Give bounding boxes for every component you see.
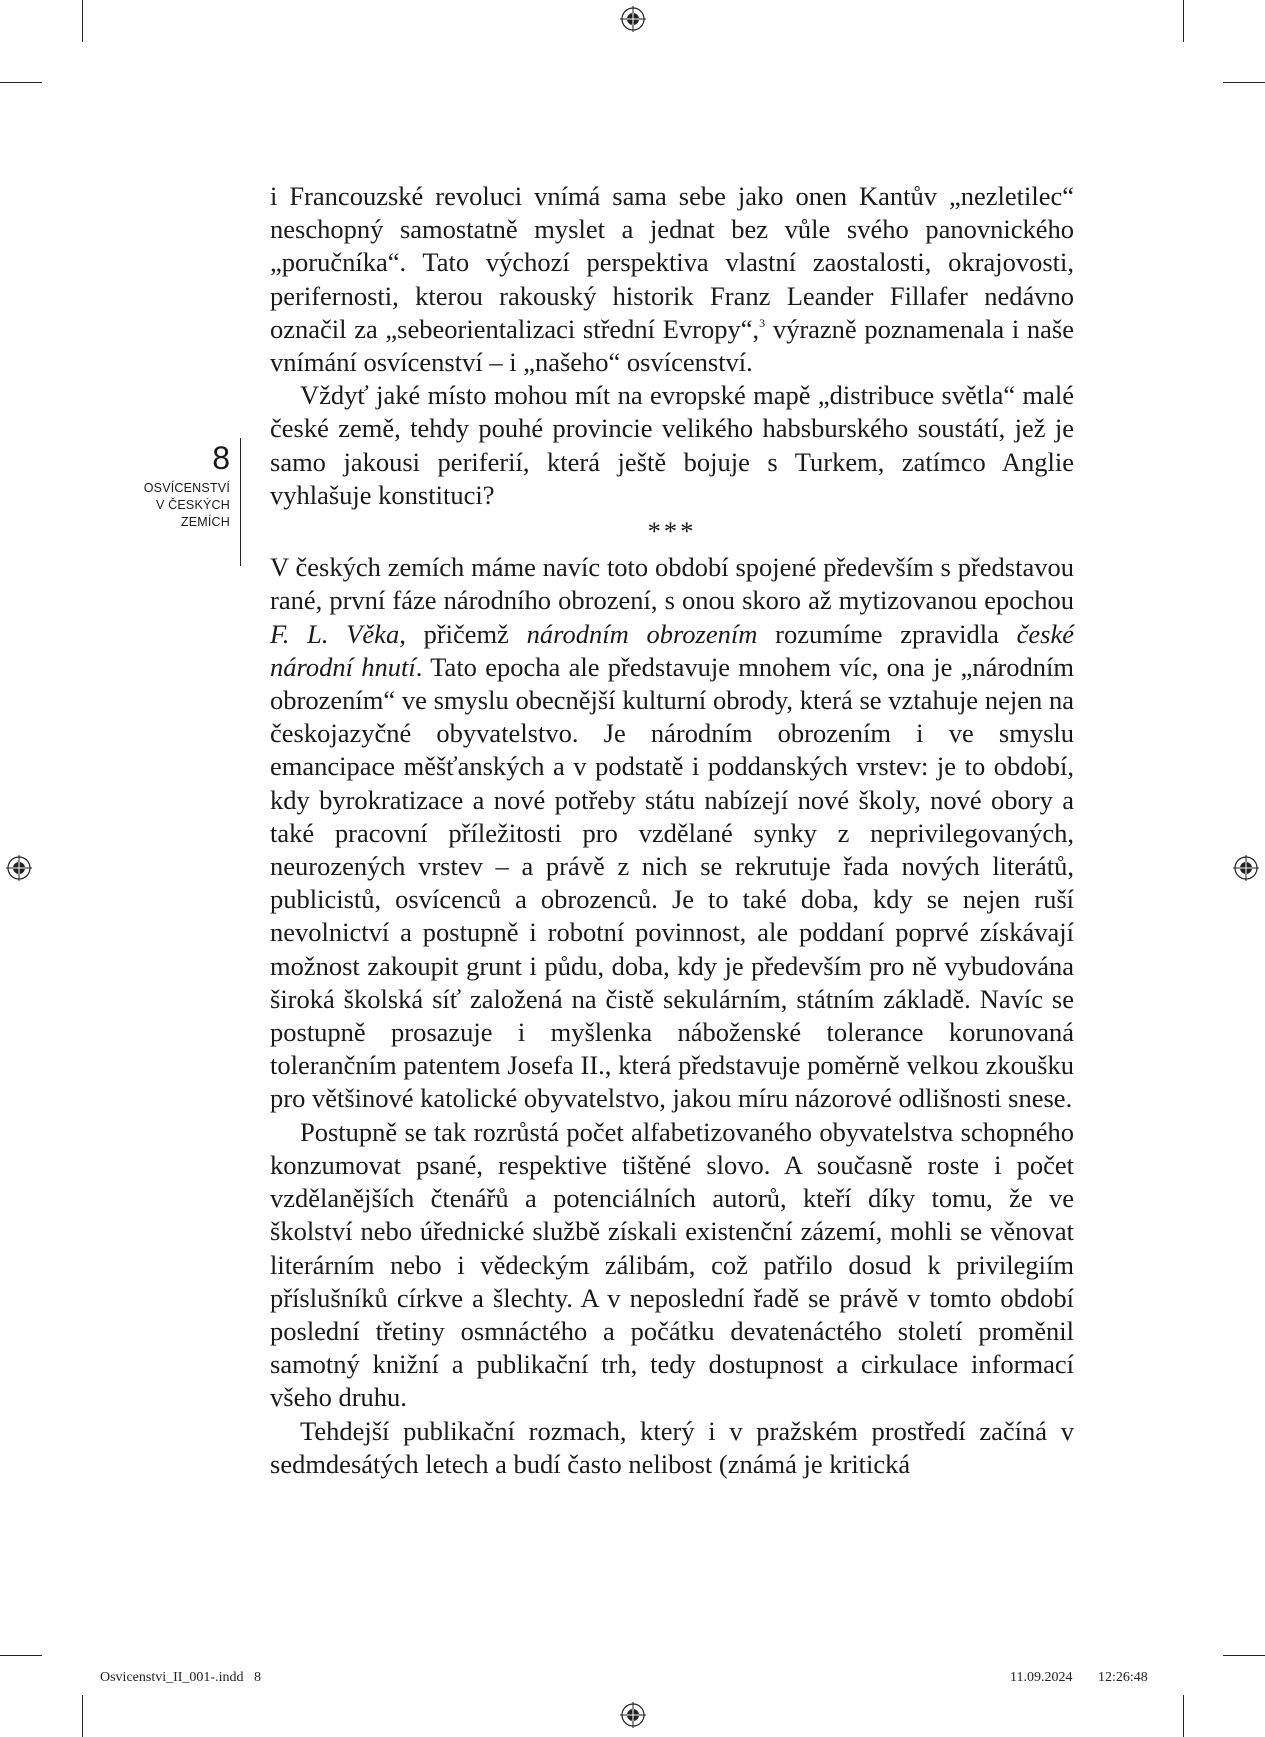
crop-mark-right-bottom xyxy=(1223,1655,1265,1656)
paragraph: i Francouzské revoluci vnímá sama sebe jako onen Kantův „nezletilec“ neschopný samostatně myslet a jednat bez vůle svého panovnického „poručníka“. Tato výchozí perspektiva vlastní zaostalosti, okrajovosti, perifernosti, kterou rakouský historik Franz Leander Fillafer nedávno označil za „sebeorientalizaci střední Evropy“,$^3$ výrazně poznamenala i naše vnímání osvícenství – i „našeho“ osvícenství. xyxy=(270,181,1074,378)
registration-mark-icon xyxy=(620,1702,646,1728)
slug-time: 12:26:48 xyxy=(1098,1670,1148,1685)
section-break: *** xyxy=(647,516,697,547)
paragraph: V českých zemích máme navíc toto období spojené především s představou rané, první fáze národního obrození, s onou skoro až mytizovanou epochou F. L. Věka, přičemž národním obrozením rozumíme zpravidla české národní hnutí. Tato epocha ale představuje mnohem víc, ona je „národním obrozením“ ve smyslu obecnější kulturní obrody, která se vztahuje nejen na českojazyčné obyvatelstvo. Je národním obrozením i ve smyslu emancipace měšťanských a v podstatě i poddanských vrstev: je to období, kdy byrokratizace a nové potřeby státu nabízejí nové školy, nové obory a také pracovní příležitosti pro vzdělané synky z neprivilegovaných, neurozených vrstev – a právě z nich se rekrutuje řada nových literátů, publicistů, osvícenců a obrozenců. Je to také doba, kdy se nejen ruší nevolnictví a postupně i robotní povinnost, ale poddaní poprvé získávají možnost zakoupit grunt i půdu, doba, kdy je především pro ně vybudována široká školská síť založená na čistě sekulárním, státním základě. Navíc se postupně prosazuje i myšlenka náboženské tolerance korunovaná tolerančním patentem Josefa II., která představuje poměrně velkou zkoušku pro většinové katolické obyvatelstvo, jakou míru názorové odlišnosti snese. xyxy=(270,552,1074,1114)
crop-mark-bottom-right xyxy=(1183,1695,1184,1737)
crop-mark-right-top xyxy=(1223,82,1265,83)
crop-mark-top-left xyxy=(82,0,83,42)
crop-mark-top-right xyxy=(1183,0,1184,42)
footnote-ref[interactable]: 3 xyxy=(759,315,766,330)
running-head-line: ZEMÍCH xyxy=(180,515,230,529)
slug-date: 11.09.2024 xyxy=(1010,1670,1073,1685)
body-text xyxy=(270,180,1074,1481)
registration-mark-icon xyxy=(620,6,646,32)
running-head-line: V ČESKÝCH xyxy=(155,498,230,512)
slug-filename: Osvicenstvi_II_001-.indd 8 xyxy=(100,1670,261,1685)
crop-mark-bottom-left xyxy=(82,1695,83,1737)
crop-mark-left-bottom xyxy=(0,1655,42,1656)
running-head-line: OSVÍCENSTVÍ xyxy=(143,481,230,495)
paragraph: Vždyť jaké místo mohou mít na evropské mapě „distribuce světla“ malé české země, tehdy pouhé provincie velikého habsburského soustátí, jež je samo jakousi periferií, která ještě bojuje s Turkem, zatímco Anglie vyhlašuje konstituci? xyxy=(270,380,1074,510)
page-number: 8 xyxy=(212,440,230,476)
registration-mark-icon xyxy=(6,855,32,881)
paragraph: Postupně se tak rozrůstá počet alfabetizovaného obyvatelstva schopného konzumovat psané, respektive tištěné slovo. A současně roste i počet vzdělanějších čtenářů a potenciálních autorů, kteří díky tomu, že ve školství nebo úřednické službě získali existenční zázemí, mohli se věnovat literárním nebo i vědeckým zálibám, což patřilo dosud k privilegiím příslušníků církve a šlechty. A v neposlední řadě se právě v tomto období poslední třetiny osmnáctého a počátku devatenáctého století proměnil samotný knižní a publikační trh, tedy dostupnost a cirkulace informací všeho druhu. xyxy=(270,1116,1074,1413)
page-sidebar xyxy=(130,440,236,531)
paragraph: Tehdejší publikační rozmach, který i v pražském prostředí začíná v sedmdesátých letech a budí často nelibost (známá je kritická xyxy=(270,1415,1074,1479)
running-head xyxy=(130,480,230,531)
sidebar-rule xyxy=(240,438,241,566)
crop-mark-left-top xyxy=(0,82,42,83)
registration-mark-icon xyxy=(1233,855,1259,881)
